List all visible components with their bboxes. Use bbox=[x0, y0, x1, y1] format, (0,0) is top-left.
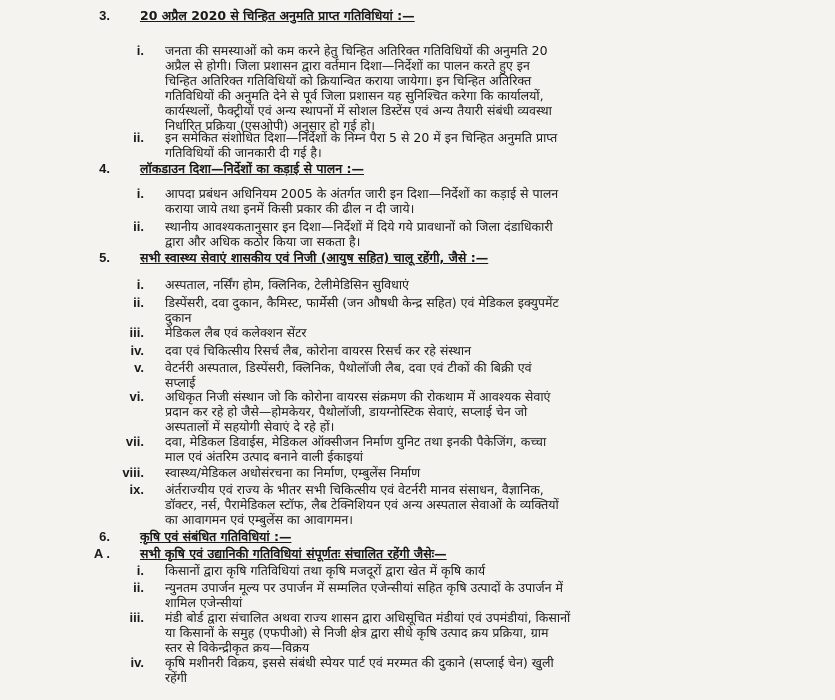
section-number: A . bbox=[93, 546, 110, 561]
item-text: मेडिकल लैब एवं कलेक्शन सेंटर bbox=[165, 325, 307, 340]
item-text: अंर्तराज्यीय एवं राज्य के भीतर सभी चिकित्सीय एवं वेटर्नरी मानव संसाधन, वैज्ञानिक, डॉक्टर, नर्स, पैरामेडिकल स्टॉफ, लैब टेक्निशियन एवं अन्य अस्पताल सेवाओं के व्यक्तियों का आवागमन एवं एम्बुलेंस का आवागमन। bbox=[165, 482, 559, 527]
item-number: viii. bbox=[122, 465, 144, 480]
item-text: डिस्पेंसरी, दवा दुकान, कैमिस्ट, फार्मेसी (जन औषधी केन्द्र सहित) एवं मेडिकल इक्युपमेंट दुकान bbox=[165, 295, 559, 325]
item-text: किसानों द्वारा कृषि गतिविधियां तथा कृषि मजदूरों द्वारा खेत में कृषि कार्य bbox=[165, 563, 486, 578]
item-number: v. bbox=[134, 360, 144, 375]
item-number: ii. bbox=[133, 295, 144, 310]
item-number: ii. bbox=[133, 130, 144, 145]
item-number: iv. bbox=[130, 655, 144, 670]
item-number: i. bbox=[136, 43, 144, 58]
item-text: जनता की समस्याओं को कम करने हेतु चिन्हित अतिरिक्त गतिविधियों की अनुमति 20 अप्रैल से होगी। जिला प्रशासन द्वारा वर्तमान दिशा—निर्देशों का पालन करते हुए इन चिन्हित अतिरिक्त गतिविधियों को क्रियान्वित कराया जायेगा। इन चिन्हित अतिरिक्त गतिविधियों की अनुमति देने से पूर्व जिला प्रशासन यह सुनिश्चित करेगा कि कार्यालयों, कार्यस्थलों, फैक्ट्रीयों एवं अन्य स्थापनों में सोशल डिस्टेंस एवं अन्य तैयारी संबंधी व्यवस्था निर्धारित प्रक्रिया (एसओपी) अनुसार हो गई हो। bbox=[165, 43, 552, 133]
item-text: इन समेकित संशोधित दिशा—निर्देशों के निम्न पैरा 5 से 20 में इन चिन्हित अनुमति प्राप्त गतिविधियों की जानकारी दी गई है। bbox=[165, 130, 558, 160]
section-number: 4. bbox=[99, 161, 110, 176]
item-number: i. bbox=[136, 186, 144, 201]
item-text: अधिकृत निजी संस्थान जो कि कोरोना वायरस संक्रमण की रोकथाम में आवश्यक सेवाएं प्रदान कर रहे हो जैसे—होमकेयर, पैथोलॉजी, डायग्नोस्टिक सेवाएं, सप्लाई चेन जो अस्पतालों में सहयोगी सेवाएं दे रहे हों। bbox=[165, 389, 551, 434]
item-number: vi. bbox=[129, 389, 144, 404]
item-text: अस्पताल, नर्सिंग होम, क्लिनिक, टेलीमेडिसिन सुविधाएं bbox=[165, 277, 409, 292]
item-text: मंडी बोर्ड द्वारा संचालित अथवा राज्य शासन द्वारा अधिसूचित मंडीयां एवं उपमंडीयां, किसानों या किसानों के समुह (एफपीओ) से निजी क्षेत्र द्वारा सीधे कृषि उत्पाद क्रय प्रक्रिया, ग्राम स्तर से विकेन्द्रीकृत क्रय—विक्रय bbox=[165, 610, 571, 655]
item-text: स्वास्थ्य/मेडिकल अधोसंरचना का निर्माण, एम्बुलेंस निर्माण bbox=[165, 465, 421, 480]
section-title: सभी स्वास्थ्य सेवाएं शासकीय एवं निजी (आयुष सहित) चालू रहेंगी, जैसे :— bbox=[140, 250, 489, 265]
item-number: iv. bbox=[130, 343, 144, 358]
item-text: आपदा प्रबंधन अधिनियम 2005 के अंतर्गत जारी इन दिशा—निर्देशों का कड़ाई से पालन कराया जाये तथा इनमें किसी प्रकार की ढील न दी जाये। bbox=[165, 186, 559, 216]
item-text: कृषि मशीनरी विक्रय, इससे संबंधी स्पेयर पार्ट एवं मरम्मत की दुकाने (सप्लाई चेन) खुली रहेंगी bbox=[165, 655, 554, 685]
item-number: ix. bbox=[129, 482, 144, 497]
item-number: iii. bbox=[129, 610, 144, 625]
section-title: सभी कृषि एवं उद्यानिकी गतिविधियां संपूर्णतः संचालित रहेंगी जैसेः— bbox=[140, 546, 447, 561]
item-number: ii. bbox=[133, 219, 144, 234]
item-number: vii. bbox=[125, 434, 144, 449]
section-number: 6. bbox=[99, 529, 110, 544]
item-text: स्थानीय आवश्यकतानुसार इन दिशा—निर्देशों में दिये गये प्रावधानों को जिला दंडाधिकारी द्वारा और अधिक कठोर किया जा सकता है। bbox=[165, 219, 553, 249]
section-title: कृषि एवं संबंधित गतिविधियां :— bbox=[140, 529, 292, 544]
item-text: दवा एवं चिकित्सीय रिसर्च लैब, कोरोना वायरस रिसर्च कर रहे संस्थान bbox=[165, 343, 472, 358]
section-title: लॉकडाउन दिशा—निर्देशों का कड़ाई से पालन :— bbox=[140, 161, 364, 176]
section-title: 20 अप्रैल 2020 से चिन्हित अनुमति प्राप्त गतिविधियां :— bbox=[140, 8, 415, 23]
item-number: ii. bbox=[133, 580, 144, 595]
item-text: न्युनतम उपार्जन मूल्य पर उपार्जन में सम्मलित एजेन्सीयां सहित कृषि उत्पादों के उपार्जन में शामिल एजेन्सीयां bbox=[165, 580, 563, 610]
item-number: i. bbox=[136, 277, 144, 292]
section-number: 3. bbox=[99, 8, 110, 23]
section-number: 5. bbox=[99, 250, 110, 265]
item-text: दवा, मेडिकल डिवाईस, मेडिकल ऑक्सीजन निर्माण युनिट तथा इनकी पैकेजिंग, कच्चा माल एवं अंतरिम उत्पाद बनाने वाली ईकाइयां bbox=[165, 434, 547, 464]
item-number: i. bbox=[136, 563, 144, 578]
item-number: iii. bbox=[129, 325, 144, 340]
item-text: वेटर्नरी अस्पताल, डिस्पेंसरी, क्लिनिक, पैथोलॉजी लैब, दवा एवं टीकों की बिक्री एवं सप्लाई bbox=[165, 360, 532, 390]
